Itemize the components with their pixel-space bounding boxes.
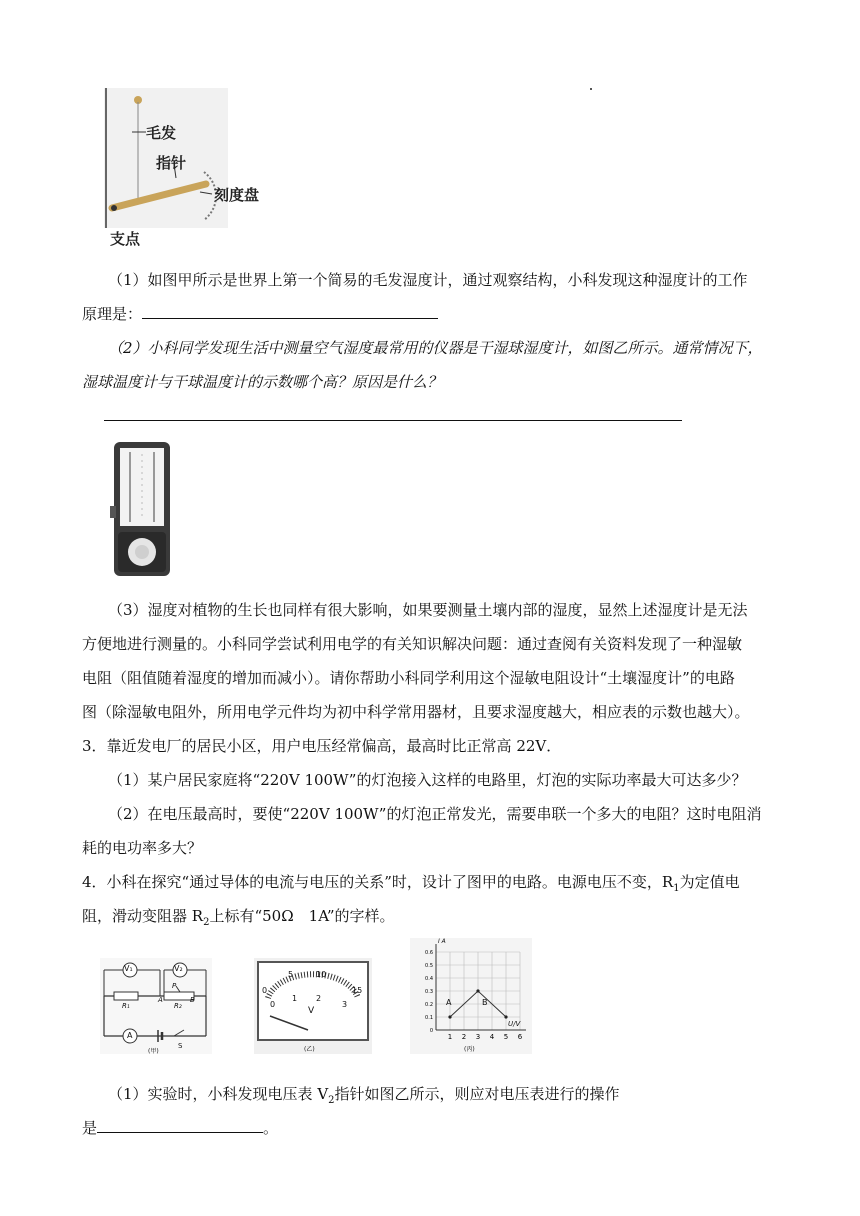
iv-xlabel: U/V (508, 1020, 521, 1028)
iv-data-point (448, 1015, 451, 1018)
circuit-r2-label: R₂ (174, 1002, 182, 1010)
q4-stem-line2-b: 上标有“50Ω 1A”的字样。 (209, 907, 395, 925)
iv-point-b-label: B (482, 998, 488, 1007)
q4-stem-line2-a: 阻，滑动变阻器 R (82, 907, 204, 925)
q3-p1: （1）某户居民家庭将“220V 100W”的灯泡接入这样的电路里，灯泡的实际功率最大可达多少？ (108, 771, 747, 789)
circuit-b-node: B (190, 996, 195, 1004)
circuit-v1-label: V₁ (124, 964, 133, 973)
q4-stem-line2 (82, 902, 782, 937)
wet-dry-hygrometer-drawing (104, 440, 176, 580)
q2-p2-line1: （2）小科同学发现生活中测量空气湿度最常用的仪器是干湿球湿度计，如图乙所示。通常情况下， (108, 339, 763, 357)
meter-bottom-tick-0: 0 (270, 1000, 276, 1009)
iv-data-point (504, 1015, 507, 1018)
iv-x-tick: 1 (447, 1033, 453, 1041)
q4-p1-line1-sub: 2 (328, 1095, 335, 1106)
meter-top-tick-5: 5 (288, 970, 294, 979)
circuit-figure (100, 958, 212, 1054)
answer-blank-principle[interactable] (142, 300, 438, 319)
meter-top-tick-10: 10 (316, 970, 327, 979)
iv-graph-figure (410, 938, 532, 1054)
q3-stem: 3．靠近发电厂的居民小区，用户电压经常偏高，最高时比正常高 22V． (82, 737, 562, 755)
iv-caption: (丙) (464, 1046, 475, 1053)
q2-p3-line1: （3）湿度对植物的生长也同样有很大影响，如果要测量土壤内部的湿度，显然上述湿度计是无法 (108, 601, 748, 619)
voltmeter-figure (254, 958, 372, 1054)
circuit-a-node: A (158, 996, 163, 1004)
q2-p1-line1: （1）如图甲所示是世界上第一个简易的毛发湿度计，通过观察结构，小科发现这种湿度计的工作 (108, 271, 748, 289)
circuit-switch-label: S (178, 1042, 183, 1050)
iv-x-tick: 4 (489, 1033, 495, 1041)
answer-blank-voltmeter[interactable] (97, 1114, 263, 1133)
q4-p1-line2 (82, 1114, 782, 1142)
q4-p1-line1-b: 指针如图乙所示，则应对电压表进行的操作 (334, 1085, 620, 1103)
iv-ylabel: I A (438, 938, 446, 945)
iv-y-tick: 0.5 (425, 963, 433, 969)
circuit-p-label: P (172, 982, 177, 990)
meter-top-tick-15: 15 (352, 986, 363, 995)
q2-p3-line3: 电阻（阻值随着湿度的增加而减小）。请你帮助小科同学利用这个湿敏电阻设计“土壤湿度计”的电路 (82, 669, 735, 687)
iv-x-tick: 2 (461, 1033, 467, 1041)
circuit-r1-label: R₁ (122, 1002, 130, 1010)
q2-p1-line2-text: 原理是： (82, 305, 143, 323)
iv-y-tick: 0 (429, 1028, 433, 1034)
label-pointer: 指针 (156, 154, 187, 172)
iv-data-point (476, 989, 479, 992)
q4-stem-line1 (82, 868, 782, 903)
q4-p1-line2-b: 。 (263, 1119, 279, 1137)
answer-blank-thermometer[interactable] (104, 402, 682, 421)
meter-bottom-tick-1: 1 (292, 994, 298, 1003)
q4-p1-line1-a: （1）实验时，小科发现电压表 V (108, 1085, 329, 1103)
iv-x-tick: 6 (517, 1033, 523, 1041)
stray-dot (590, 88, 592, 90)
meter-top-tick-0: 0 (262, 986, 268, 995)
iv-y-tick: 0.3 (425, 989, 433, 995)
hair-hygrometer-drawing (104, 88, 284, 248)
q2-p2-line2: 湿球温度计与干球温度计的示数哪个高？原因是什么？ (82, 373, 443, 391)
q3-p2-line1: （2）在电压最高时，要使“220V 100W”的灯泡正常发光，需要串联一个多大的电阻？这时电阻消 (108, 805, 762, 823)
q4-stem-line1-sub: 1 (673, 883, 680, 894)
q2-p1-line2 (82, 300, 782, 328)
meter-bottom-tick-2: 2 (316, 994, 322, 1003)
q3-p2-line2: 耗的电功率多大？ (82, 839, 203, 857)
iv-graph (410, 938, 532, 1054)
q4-stem-line1-b: 为定值电 (679, 873, 740, 891)
iv-y-tick: 0.6 (425, 950, 433, 956)
label-dial: 刻度盘 (214, 186, 260, 204)
label-pivot: 支点 (110, 230, 141, 248)
circuit-ammeter-label: A (127, 1031, 133, 1040)
iv-point-a-label: A (446, 998, 452, 1007)
iv-x-tick: 3 (475, 1033, 481, 1041)
q4-p1-line1 (108, 1080, 782, 1115)
meter-caption: (乙) (304, 1046, 315, 1053)
iv-y-tick: 0.4 (425, 976, 433, 982)
iv-x-tick: 5 (503, 1033, 509, 1041)
circuit-diagram (100, 958, 212, 1054)
wet-dry-hygrometer-figure (104, 440, 176, 580)
q4-stem-line2-sub: 2 (203, 917, 210, 928)
q2-p3-line2: 方便地进行测量的。小科同学尝试利用电学的有关知识解决问题：通过查阅有关资料发现了一种湿敏 (82, 635, 743, 653)
label-hair: 毛发 (146, 124, 177, 142)
meter-unit-label: V (308, 1006, 315, 1016)
circuit-v2-label: V₂ (174, 964, 183, 973)
iv-y-tick: 0.2 (425, 1002, 433, 1008)
q4-p1-line2-a: 是 (82, 1119, 98, 1137)
circuit-caption: (甲) (148, 1048, 159, 1055)
meter-bottom-tick-3: 3 (342, 1000, 348, 1009)
q2-p3-line4: 图（除湿敏电阻外，所用电学元件均为初中科学常用器材，且要求湿度越大，相应表的示数也越大）。 (82, 703, 750, 721)
iv-y-tick: 0.1 (425, 1015, 433, 1021)
hair-hygrometer-figure (104, 88, 284, 248)
q4-stem-line1-a: 4．小科在探究“通过导体的电流与电压的关系”时，设计了图甲的电路。电源电压不变，R (82, 873, 674, 891)
